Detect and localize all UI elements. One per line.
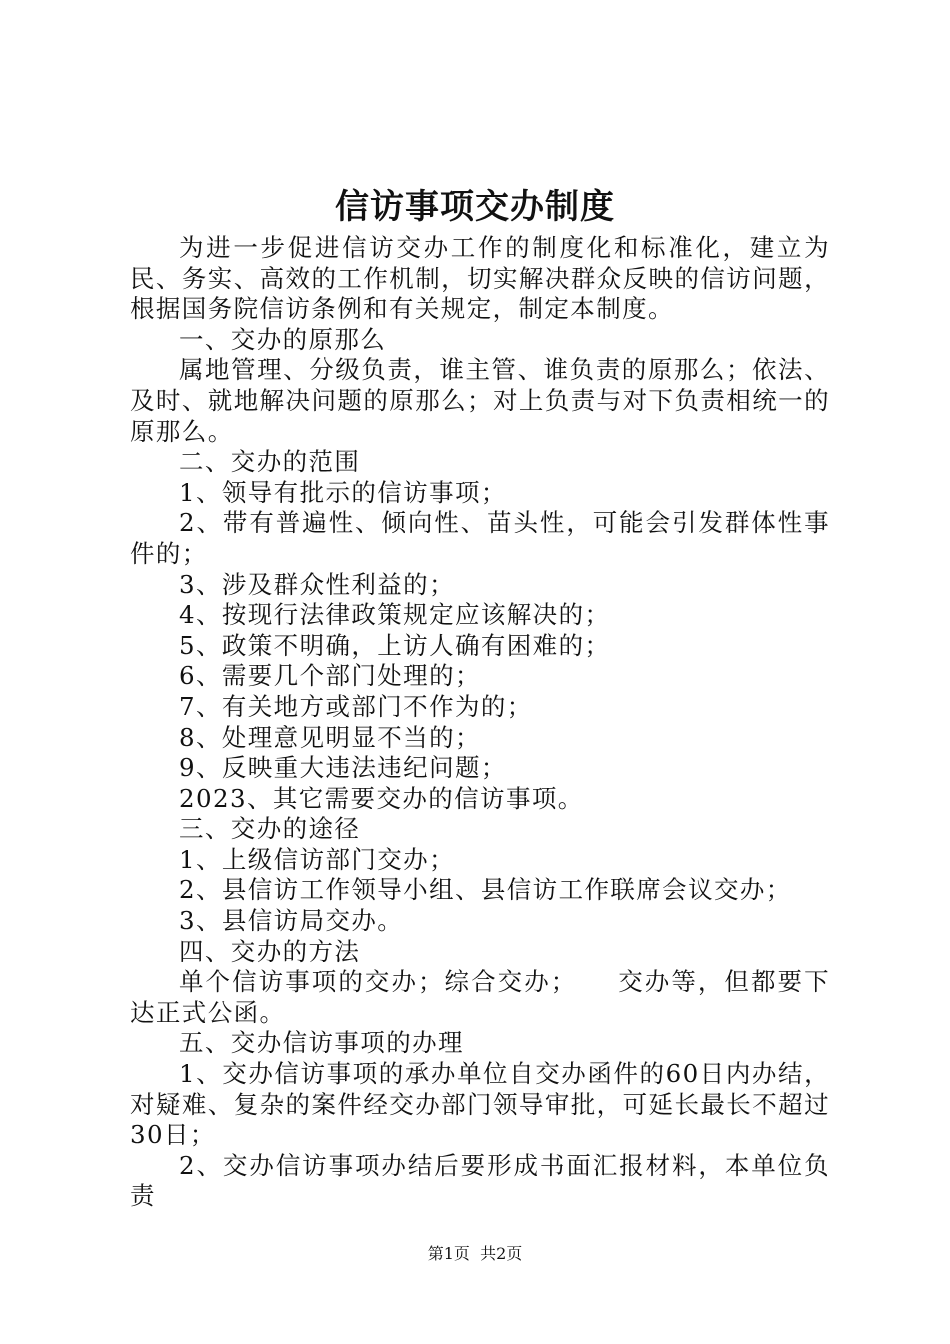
paragraph-intro: 为进一步促进信访交办工作的制度化和标准化，建立为民、务实、高效的工作机制，切实解决群众反映的信访问题，根据国务院信访条例和有关规定，制定本制度。 [130,233,830,324]
list-item: 1、交办信访事项的承办单位自交办函件的60日内办结，对疑难、复杂的案件经交办部门领导审批，可延长最长不超过30日； [130,1059,830,1150]
list-item: 7、有关地方或部门不作为的； [179,691,533,721]
list-item: 2、县信访工作领导小组、县信访工作联席会议交办； [179,875,792,905]
section-heading-2: 二、交办的范围 [179,447,361,477]
section-heading-5: 五、交办信访事项的办理 [179,1028,464,1058]
section-heading-3: 三、交办的途径 [179,814,361,844]
list-item: 2、交办信访事项办结后要形成书面汇报材料，本单位负责 [130,1150,830,1211]
paragraph-principles: 属地管理、分级负责，谁主管、谁负责的原那么；依法、及时、就地解决问题的原那么；对上负责与对下负责相统一的原那么。 [130,355,830,446]
list-item: 9、反映重大违法违纪问题； [179,753,507,783]
page-number-label: 第1页 共2页 [427,1244,523,1263]
list-item: 4、按现行法律政策规定应该解决的； [179,600,611,630]
list-item: 1、上级信访部门交办； [179,844,455,874]
document-body [130,233,830,1212]
list-item: 3、涉及群众性利益的； [179,569,455,599]
document-title: 信访事项交办制度 [335,187,615,227]
list-item: 8、处理意见明显不当的； [179,722,481,752]
list-item: 2023、其它需要交办的信访事项。 [179,783,584,813]
list-item: 5、政策不明确，上访人确有困难的； [179,630,611,660]
paragraph-methods: 单个信访事项的交办；综合交办； 交办等，但都要下达正式公函。 [130,967,830,1027]
list-item: 1、领导有批示的信访事项； [179,477,507,507]
page-footer [0,1242,950,1266]
list-item: 2、带有普遍性、倾向性、苗头性，可能会引发群体性事件的； [130,508,830,568]
list-item: 6、需要几个部门处理的； [179,661,481,691]
section-heading-4: 四、交办的方法 [179,936,361,966]
section-heading-1: 一、交办的原那么 [179,324,387,354]
list-item: 3、县信访局交办。 [179,906,404,936]
